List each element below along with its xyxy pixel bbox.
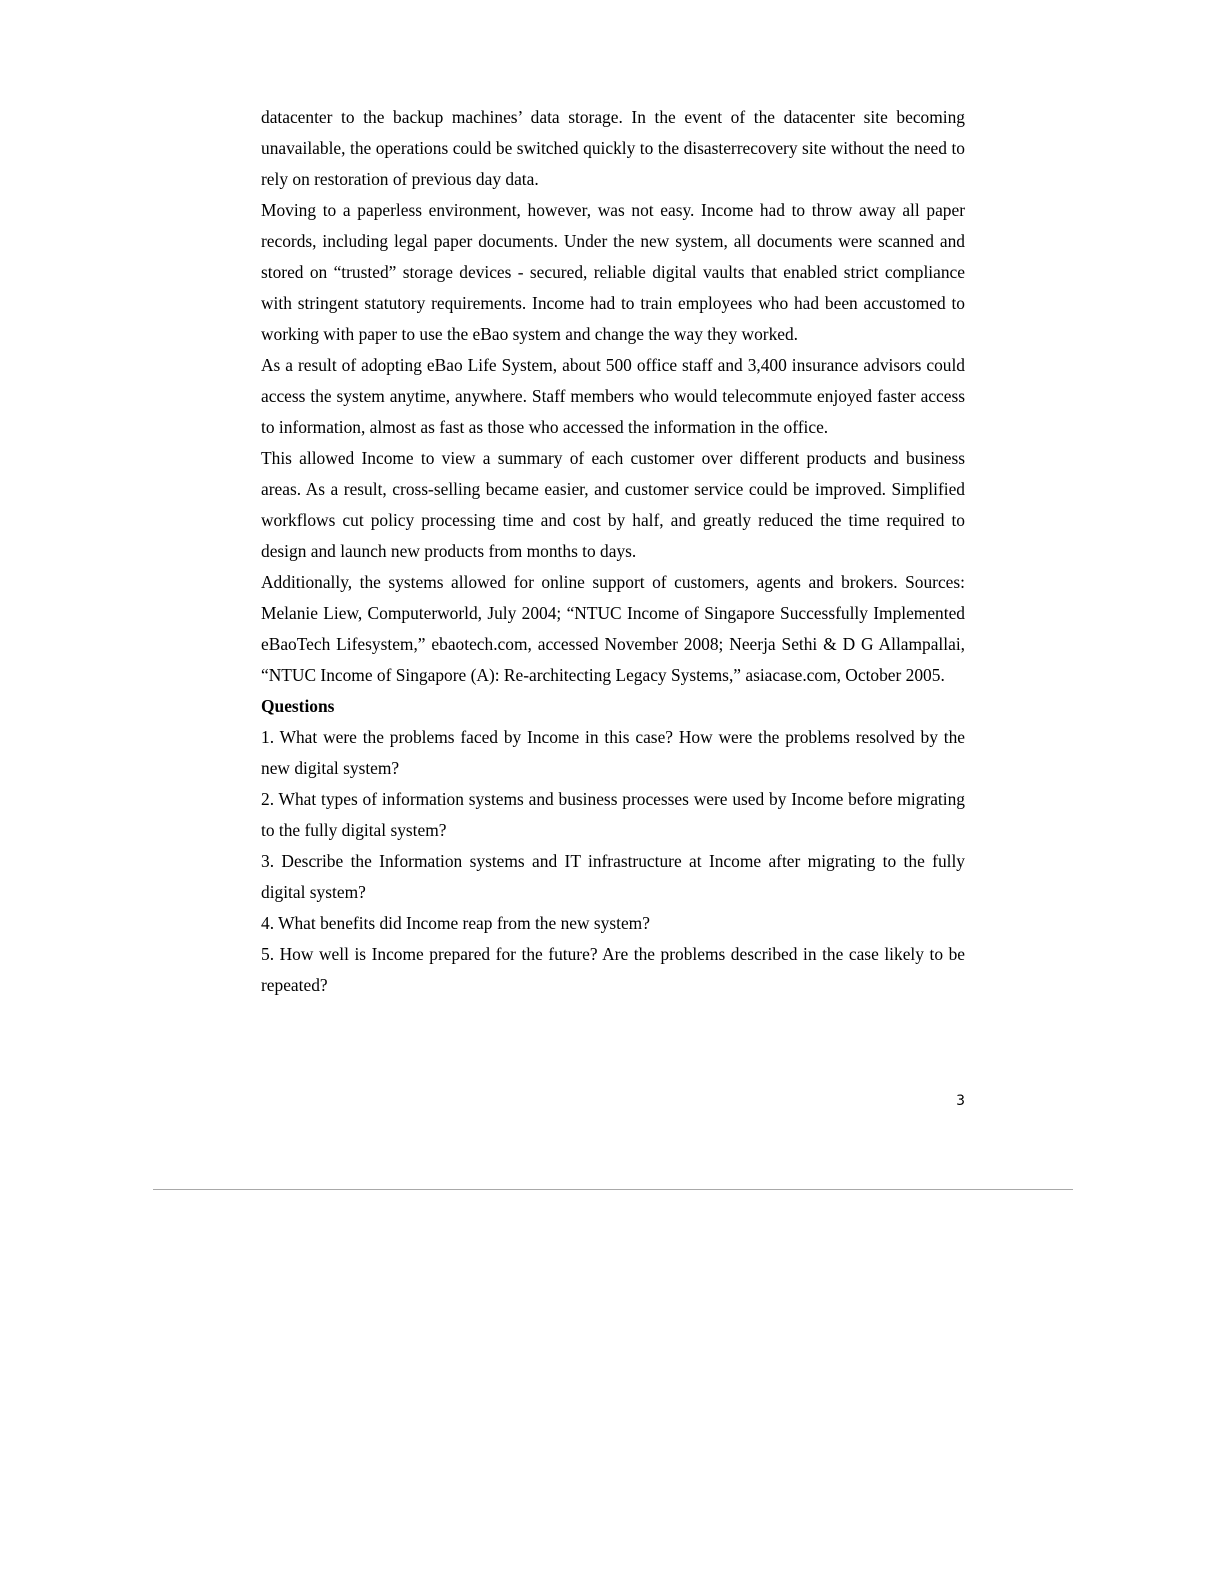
question-2: 2. What types of information systems and business processes were used by Income before migrating to the fully digital system? — [261, 789, 965, 840]
questions-heading: Questions — [261, 696, 335, 716]
question-4: 4. What benefits did Income reap from the new system? — [261, 913, 650, 933]
page-number: 3 — [956, 1093, 965, 1109]
paragraph-customer-summary: This allowed Income to view a summary of each customer over different products and business areas. As a result, cross-selling became easier, and customer service could be improved. Simplified workflows cut policy processing time and cost by half, and greatly reduced the time required to design and launch new products from months to days. — [261, 448, 965, 561]
paragraph-paperless-environment: Moving to a paperless environment, however, was not easy. Income had to throw away all paper records, including legal paper documents. Under the new system, all documents were scanned and stored on “trusted” storage devices - secured, reliable digital vaults that enabled strict compliance with stringent statutory requirements. Income had to train employees who had been accustomed to working with paper to use the eBao system and change the way they worked. — [261, 200, 965, 344]
question-1: 1. What were the problems faced by Income in this case? How were the problems resolved by the new digital system? — [261, 727, 965, 778]
paragraph-system-access: As a result of adopting eBao Life System, about 500 office staff and 3,400 insurance advisors could access the system anytime, anywhere. Staff members who would telecommute enjoyed faster access to information, almost as fast as those who accessed the information in the office. — [261, 355, 965, 437]
page-divider — [153, 1189, 1073, 1190]
question-5: 5. How well is Income prepared for the future? Are the problems described in the case likely to be repeated? — [261, 944, 965, 995]
paragraph-datacenter-backup: datacenter to the backup machines’ data storage. In the event of the datacenter site becoming unavailable, the operations could be switched quickly to the disasterrecovery site without the need to rely on restoration of previous day data. — [261, 107, 965, 189]
question-3: 3. Describe the Information systems and IT infrastructure at Income after migrating to the fully digital system? — [261, 851, 965, 902]
paragraph-sources: Additionally, the systems allowed for online support of customers, agents and brokers. Sources: Melanie Liew, Computerworld, July 2004; “NTUC Income of Singapore Successfully Implemented eBaoTech Lifesystem,” ebaotech.com, accessed November 2008; Neerja Sethi & D G Allampallai, “NTUC Income of Singapore (A): Re-architecting Legacy Systems,” asiacase.com, October 2005. — [261, 572, 965, 685]
body-text — [261, 102, 965, 1001]
